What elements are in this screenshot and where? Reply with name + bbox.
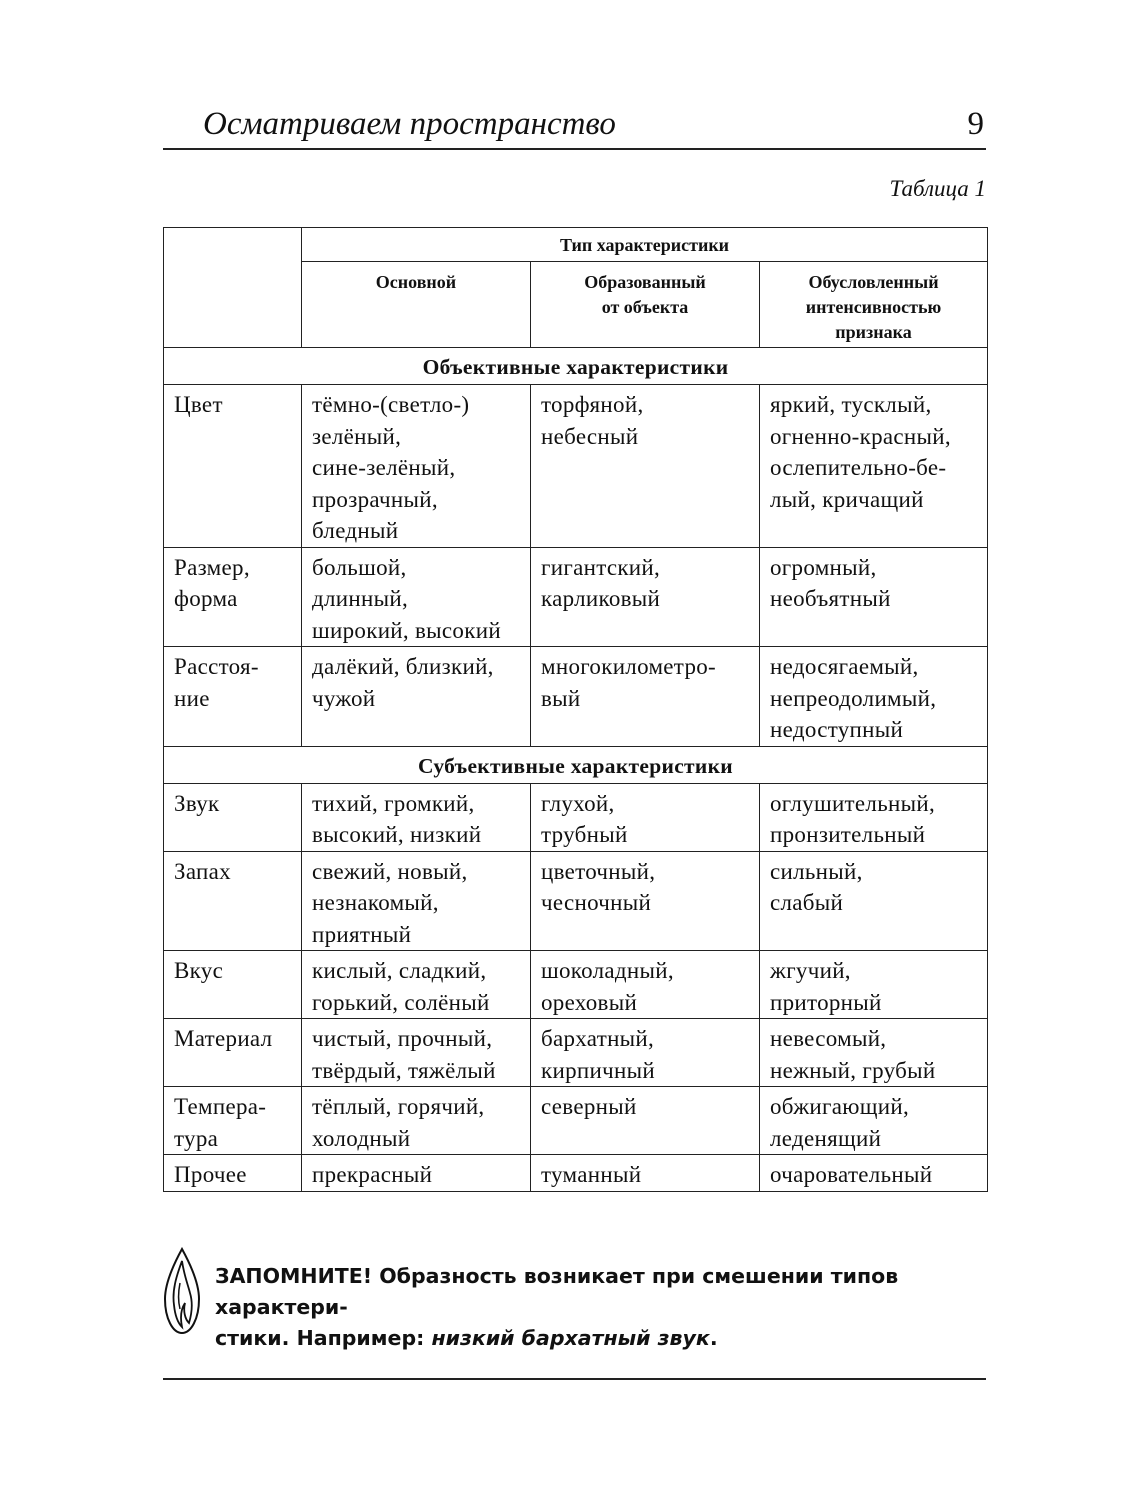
- column-header-intensity: Обусловленный интенсивностью признака: [760, 262, 988, 348]
- table-row: [164, 1019, 988, 1087]
- page-header: [163, 96, 986, 150]
- table-caption: Таблица 1: [889, 176, 986, 201]
- column-header-basic: Основной: [302, 262, 531, 348]
- row-label: Звук: [164, 783, 302, 851]
- cell-intensity: сильный, слабый: [760, 851, 988, 951]
- table-header-row: [164, 228, 988, 262]
- cell-intensity: недосягаемый, непреодолимый, недоступный: [760, 647, 988, 747]
- cell-basic: прекрасный: [302, 1155, 531, 1192]
- cell-derived: туманный: [531, 1155, 760, 1192]
- cell-intensity: огромный, необъятный: [760, 547, 988, 647]
- cell-derived: торфяной, небесный: [531, 385, 760, 548]
- cell-basic: тихий, громкий, высокий, низкий: [302, 783, 531, 851]
- cell-derived: глухой, трубный: [531, 783, 760, 851]
- row-label: Материал: [164, 1019, 302, 1087]
- cell-derived: шоколадный, ореховый: [531, 951, 760, 1019]
- section-row: [164, 746, 988, 783]
- table-row: [164, 783, 988, 851]
- characteristics-table: [163, 227, 988, 1192]
- table-row: [164, 647, 988, 747]
- group-header: Тип характеристики: [302, 228, 988, 262]
- bottom-rule: [163, 1378, 986, 1380]
- cell-basic: далёкий, близкий, чужой: [302, 647, 531, 747]
- flame-icon: [163, 1247, 201, 1335]
- table-row: [164, 385, 988, 548]
- note-end: .: [709, 1326, 718, 1350]
- cell-basic: тёплый, горячий, холодный: [302, 1087, 531, 1155]
- cell-basic: чистый, прочный, твёрдый, тяжёлый: [302, 1019, 531, 1087]
- column-header-derived: Образованный от объекта: [531, 262, 760, 348]
- note-lead: ЗАПОМНИТЕ! Образность возникает при смешении типов характери- стики. Например:: [215, 1264, 899, 1350]
- cell-intensity: яркий, тусклый, огненно-красный, ослепительно-бе- лый, кричащий: [760, 385, 988, 548]
- table-row: [164, 1155, 988, 1192]
- cell-basic: тёмно-(светло-) зелёный, сине-зелёный, прозрачный, бледный: [302, 385, 531, 548]
- row-label: Вкус: [164, 951, 302, 1019]
- row-label: Запах: [164, 851, 302, 951]
- row-label: Расстоя- ние: [164, 647, 302, 747]
- cell-basic: кислый, сладкий, горький, солёный: [302, 951, 531, 1019]
- cell-basic: свежий, новый, незнакомый, приятный: [302, 851, 531, 951]
- page-number: 9: [967, 106, 984, 142]
- note-text: [215, 1261, 995, 1354]
- cell-basic: большой, длинный, широкий, высокий: [302, 547, 531, 647]
- row-label: Размер, форма: [164, 547, 302, 647]
- cell-derived: северный: [531, 1087, 760, 1155]
- note-example: низкий бархатный звук: [431, 1326, 710, 1350]
- section-title: Объективные характеристики: [164, 348, 988, 385]
- cell-intensity: оглушительный, пронзительный: [760, 783, 988, 851]
- table-row: [164, 1087, 988, 1155]
- remember-note: [163, 1245, 993, 1350]
- row-label: Темпера- тура: [164, 1087, 302, 1155]
- cell-derived: многокилометро- вый: [531, 647, 760, 747]
- row-label: Прочее: [164, 1155, 302, 1192]
- running-title: Осматриваем пространство: [203, 106, 616, 142]
- cell-derived: гигантский, карликовый: [531, 547, 760, 647]
- cell-intensity: жгучий, приторный: [760, 951, 988, 1019]
- table-row: [164, 851, 988, 951]
- cell-derived: бархатный, кирпичный: [531, 1019, 760, 1087]
- row-label: Цвет: [164, 385, 302, 548]
- corner-cell: [164, 228, 302, 348]
- section-title: Субъективные характеристики: [164, 746, 988, 783]
- table-row: [164, 547, 988, 647]
- cell-derived: цветочный, чесночный: [531, 851, 760, 951]
- section-row: [164, 348, 988, 385]
- cell-intensity: очаровательный: [760, 1155, 988, 1192]
- table-row: [164, 951, 988, 1019]
- cell-intensity: невесомый, нежный, грубый: [760, 1019, 988, 1087]
- cell-intensity: обжигающий, леденящий: [760, 1087, 988, 1155]
